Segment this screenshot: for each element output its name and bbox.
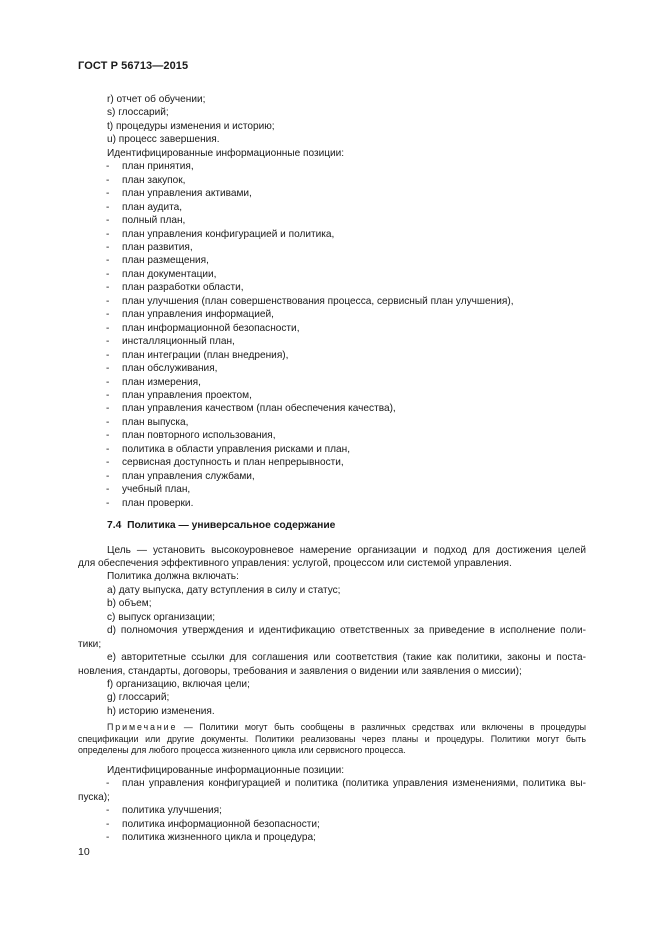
- dash-marker: -: [106, 403, 110, 415]
- identified-items-intro-2: Идентифицированные информационные позиции:: [107, 765, 345, 776]
- policy-item-d-line-2: тики;: [78, 638, 102, 650]
- identified-item: [78, 254, 586, 267]
- identified-item-2-3: [78, 818, 586, 831]
- identified-item-text: план документации,: [122, 268, 217, 280]
- identified-items-list: [78, 160, 586, 510]
- identified-item-text: план развития,: [122, 241, 193, 253]
- identified-item-text: план информационной безопасности,: [122, 322, 300, 334]
- dash-marker: -: [106, 349, 110, 361]
- policy-item-e-line-1: е) авторитетные ссылки для соглашения или соответствия (такие как политики, законы и поста-: [107, 652, 586, 664]
- dash-marker: -: [106, 322, 110, 334]
- dash-marker: -: [106, 282, 110, 294]
- identified-item: [78, 349, 586, 362]
- identified-item: [78, 201, 586, 214]
- identified-item-text: план размещения,: [122, 255, 209, 267]
- identified-item: [78, 429, 586, 442]
- policy-intro: Политика должна включать:: [107, 571, 239, 583]
- identified-items-intro: Идентифицированные информационные позиции:: [107, 147, 345, 159]
- identified-item-text: план управления активами,: [122, 188, 252, 200]
- identified-item-text: учебный план,: [122, 484, 191, 496]
- identified-item: [78, 456, 586, 469]
- dash-marker: -: [106, 295, 110, 307]
- dash-marker: -: [106, 255, 110, 267]
- dash-marker: -: [106, 805, 110, 817]
- section-title: Политика — универсальное содержание: [127, 520, 336, 532]
- policy-item-b: b) объем;: [107, 598, 152, 610]
- identified-item-2-1-text: план управления конфигурацией и политика (политика управления изменениями, политика вы-: [122, 778, 586, 790]
- identified-item: [78, 335, 586, 348]
- dash-marker: -: [106, 457, 110, 469]
- identified-item: [78, 376, 586, 389]
- identified-item: [78, 483, 586, 496]
- dash-marker: -: [106, 778, 110, 790]
- note-label: Примечание: [107, 722, 178, 733]
- policy-item-h: h) историю изменения.: [107, 705, 215, 717]
- dash-marker: -: [106, 497, 110, 509]
- identified-item-2-2: [78, 804, 586, 817]
- identified-item: [78, 389, 586, 402]
- dash-marker: -: [106, 215, 110, 227]
- identified-item: [78, 268, 586, 281]
- policy-item-c: с) выпуск организации;: [107, 611, 216, 623]
- dash-marker: -: [106, 309, 110, 321]
- identified-item: [78, 416, 586, 429]
- identified-item-text: полный план,: [122, 215, 186, 227]
- policy-item-a: а) дату выпуска, дату вступления в силу и статус;: [107, 584, 341, 596]
- dash-marker: -: [106, 416, 110, 428]
- policy-item-g: g) глоссарий;: [107, 692, 170, 704]
- identified-item-text: план интеграции (план внедрения),: [122, 349, 289, 361]
- identified-item-text: план повторного использования,: [122, 430, 276, 442]
- identified-item-2-2-text: политика улучшения;: [122, 805, 222, 817]
- identified-item-2-4-text: политика жизненного цикла и процедура;: [122, 832, 316, 844]
- identified-item-text: план улучшения (план совершенствования процесса, сервисный план улучшения),: [122, 295, 514, 307]
- identified-item-text: план обслуживания,: [122, 363, 218, 375]
- identified-item: [78, 322, 586, 335]
- list-item-r: r) отчет об обучении;: [107, 94, 206, 105]
- page-number: 10: [78, 846, 90, 858]
- identified-item-text: план выпуска,: [122, 416, 189, 428]
- identified-item-2-3-text: политика информационной безопасности;: [122, 818, 320, 830]
- list-item-t: t) процедуры изменения и историю;: [107, 120, 275, 132]
- note-line-1: [78, 722, 586, 733]
- identified-item: [78, 281, 586, 294]
- identified-item: [78, 497, 586, 510]
- purpose-line-1: Цель — установить высокоуровневое намерение организации и подход для достижения целей: [107, 544, 586, 556]
- identified-item-2-4: [78, 831, 586, 844]
- dash-marker: -: [106, 161, 110, 173]
- identified-item: [78, 443, 586, 456]
- dash-marker: -: [106, 484, 110, 496]
- identified-item: [78, 187, 586, 200]
- identified-item: [78, 214, 586, 227]
- page-body: [78, 93, 586, 845]
- identified-item-text: план управления службами,: [122, 470, 255, 482]
- identified-item-text: политика в области управления рисками и план,: [122, 443, 351, 455]
- section-number: 7.4: [107, 520, 122, 532]
- identified-item: [78, 295, 586, 308]
- identified-item-text: план проверки.: [122, 497, 194, 509]
- identified-item-text: план измерения,: [122, 376, 201, 388]
- identified-item: [78, 160, 586, 173]
- identified-item-text: план принятия,: [122, 161, 194, 173]
- identified-item-text: инсталляционный план,: [122, 336, 235, 348]
- dash-marker: -: [106, 376, 110, 388]
- identified-item-text: план управления проектом,: [122, 389, 252, 401]
- list-item-s: s) глоссарий;: [107, 107, 169, 119]
- identified-item: [78, 402, 586, 415]
- identified-item-text: сервисная доступность и план непрерывности,: [122, 457, 344, 469]
- policy-item-e-line-2: новления, стандарты, договоры, требования и заявления о видении или заявления о миссии);: [78, 665, 522, 677]
- identified-item-text: план управления информацией,: [122, 309, 274, 321]
- identified-item-text: план разработки области,: [122, 282, 244, 294]
- dash-marker: -: [106, 336, 110, 348]
- identified-item-2-1-line-2: пуска);: [78, 791, 110, 803]
- dash-marker: -: [106, 174, 110, 186]
- identified-item: [78, 308, 586, 321]
- dash-marker: -: [106, 389, 110, 401]
- identified-item: [78, 362, 586, 375]
- dash-marker: -: [106, 363, 110, 375]
- identified-item-text: план аудита,: [122, 201, 183, 213]
- dash-marker: -: [106, 818, 110, 830]
- note-text-1: — Политики могут быть сообщены в различных средствах или включены в процедуры: [183, 722, 587, 733]
- dash-marker: -: [106, 430, 110, 442]
- policy-item-d-line-1: d) полномочия утверждения и идентификацию ответственных за приведение в исполнение поли-: [107, 625, 586, 637]
- identified-item-text: план управления качеством (план обеспечения качества),: [122, 403, 396, 415]
- identified-item-text: план закупок,: [122, 174, 186, 186]
- section-heading: [78, 519, 586, 532]
- note-line-2: спецификации или другие документы. Политики реализованы через планы и процедуры. Политики могут быть: [78, 733, 586, 744]
- dash-marker: -: [106, 443, 110, 455]
- dash-marker: -: [106, 228, 110, 240]
- policy-item-f: f) организацию, включая цели;: [107, 679, 250, 691]
- dash-marker: -: [106, 201, 110, 213]
- dash-marker: -: [106, 832, 110, 844]
- identified-item: [78, 241, 586, 254]
- note-block: [78, 722, 586, 756]
- dash-marker: -: [106, 188, 110, 200]
- identified-item-text: план управления конфигурацией и политика,: [122, 228, 335, 240]
- document-header: ГОСТ Р 56713—2015: [78, 60, 189, 72]
- note-line-3: определены для любого процесса жизненного цикла или сервисного процесса.: [78, 744, 406, 755]
- dash-marker: -: [106, 470, 110, 482]
- list-item-u: u) процесс завершения.: [107, 134, 220, 146]
- identified-item: [78, 228, 586, 241]
- purpose-line-2: для обеспечения эффективного управления: услугой, процессом или системой управления.: [78, 557, 512, 569]
- dash-marker: -: [106, 268, 110, 280]
- identified-item: [78, 470, 586, 483]
- identified-item: [78, 174, 586, 187]
- dash-marker: -: [106, 241, 110, 253]
- identified-item-2-1-line-1: [78, 777, 586, 790]
